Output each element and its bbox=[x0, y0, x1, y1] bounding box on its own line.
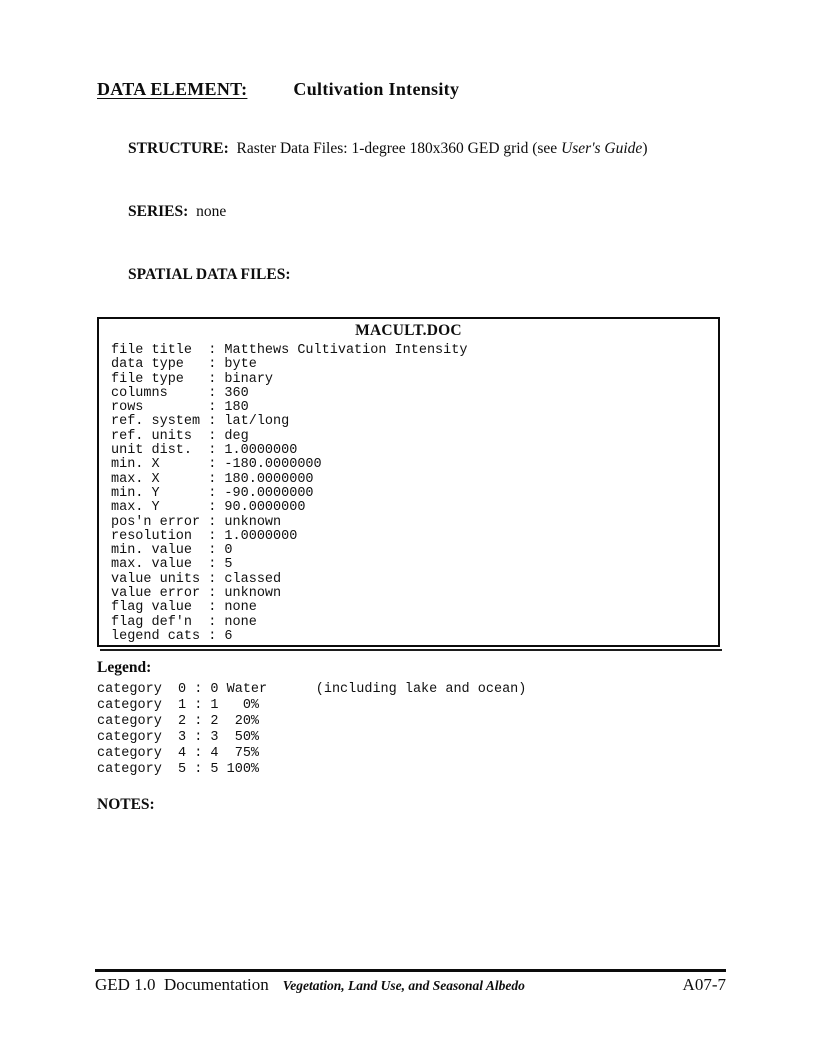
legend-line: category 2 : 2 20% bbox=[97, 713, 260, 729]
legend-line: category 5 : 5 100% bbox=[97, 761, 260, 777]
doc-file-line: resolution : 1.0000000 bbox=[111, 528, 298, 544]
footer-doc-title: GED 1.0 Documentation bbox=[95, 975, 269, 994]
data-element-heading bbox=[97, 79, 722, 100]
spatial-data-files-label: SPATIAL DATA FILES: bbox=[128, 266, 291, 283]
doc-file-line: min. X : -180.0000000 bbox=[111, 457, 322, 473]
doc-file-line: ref. system : lat/long bbox=[111, 414, 290, 430]
page-content bbox=[97, 79, 722, 814]
doc-file-title: MACULT.DOC bbox=[355, 322, 462, 339]
metadata-block bbox=[97, 117, 722, 306]
doc-file-line: value units : classed bbox=[111, 571, 282, 587]
structure-text-suffix: ) bbox=[642, 140, 648, 157]
data-element-value: Cultivation Intensity bbox=[293, 79, 460, 99]
data-element-label: DATA ELEMENT: bbox=[97, 79, 248, 99]
legend-line: category 0 : 0 Water (including lake and ocean) bbox=[97, 682, 527, 697]
doc-file-line: rows : 180 bbox=[111, 400, 249, 416]
doc-file-line: value error : unknown bbox=[111, 586, 282, 602]
doc-file-line: min. Y : -90.0000000 bbox=[111, 485, 314, 501]
notes-heading: NOTES: bbox=[97, 796, 155, 814]
structure-line bbox=[97, 117, 722, 180]
spatial-data-files-line bbox=[97, 243, 722, 306]
legend-line: category 3 : 3 50% bbox=[97, 729, 260, 745]
doc-file-box bbox=[97, 317, 720, 647]
legend-line: category 4 : 4 75% bbox=[97, 745, 260, 761]
doc-file-line: max. value : 5 bbox=[111, 557, 233, 573]
box-bottom-rule bbox=[100, 649, 722, 651]
series-value: none bbox=[188, 203, 227, 220]
footer-section-subtitle: Vegetation, Land Use, and Seasonal Albedo bbox=[282, 978, 525, 993]
legend-lines bbox=[97, 682, 722, 777]
doc-file-line: file title : Matthews Cultivation Intensity bbox=[111, 343, 468, 358]
doc-file-line: max. Y : 90.0000000 bbox=[111, 500, 306, 516]
doc-file-line: max. X : 180.0000000 bbox=[111, 471, 314, 487]
doc-file-line: ref. units : deg bbox=[111, 428, 249, 444]
footer-page-number: A07-7 bbox=[682, 975, 726, 994]
structure-italic-text: User's Guide bbox=[561, 140, 643, 157]
structure-text: Raster Data Files: 1-degree 180x360 GED grid (see bbox=[228, 140, 562, 157]
page-footer bbox=[95, 969, 726, 995]
legend-heading: Legend: bbox=[97, 659, 152, 676]
doc-file-line: file type : binary bbox=[111, 371, 274, 387]
doc-file-line: data type : byte bbox=[111, 357, 257, 373]
series-line bbox=[97, 180, 722, 243]
series-label: SERIES: bbox=[128, 203, 189, 220]
doc-file-line: min. value : 0 bbox=[111, 543, 233, 559]
structure-label: STRUCTURE: bbox=[128, 140, 229, 157]
legend-line: category 1 : 1 0% bbox=[97, 697, 260, 713]
doc-file-line: unit dist. : 1.0000000 bbox=[111, 443, 298, 459]
doc-file-lines bbox=[99, 340, 718, 644]
doc-file-line: flag value : none bbox=[111, 600, 257, 616]
doc-file-line: flag def'n : none bbox=[111, 614, 257, 630]
doc-file-line: legend cats : 6 bbox=[111, 628, 233, 644]
doc-file-line: pos'n error : unknown bbox=[111, 514, 282, 530]
doc-file-line: columns : 360 bbox=[111, 385, 249, 401]
